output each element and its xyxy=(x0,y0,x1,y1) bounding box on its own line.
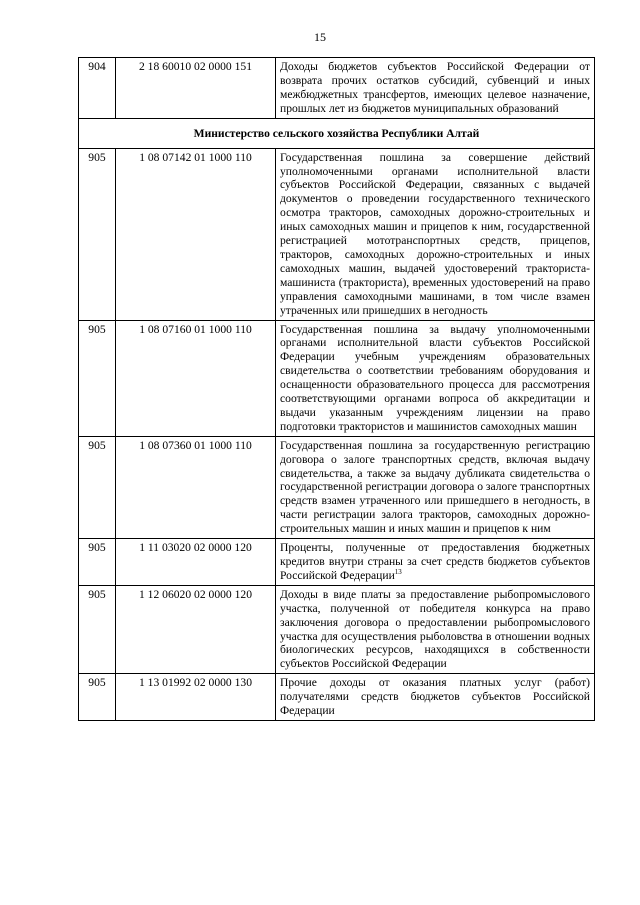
admin-code-cell: 905 xyxy=(79,148,116,320)
section-header-row xyxy=(79,118,595,148)
revenue-name-cell: Прочие доходы от оказания платных услуг (работ) получателями средств бюджетов субъектов Российской Федерации xyxy=(276,674,595,721)
revenue-name-cell xyxy=(276,539,595,586)
table-row xyxy=(79,585,595,673)
footnote-marker: 13 xyxy=(394,568,402,577)
budget-code-cell: 1 11 03020 02 0000 120 xyxy=(116,539,276,586)
revenue-name-text: Проценты, полученные от предоставления бюджетных кредитов внутри страны за счет средств бюджетов субъектов Российской Федерации xyxy=(280,541,590,582)
budget-code-cell: 1 08 07142 01 1000 110 xyxy=(116,148,276,320)
section-title: Министерство сельского хозяйства Республики Алтай xyxy=(79,118,595,148)
table-row xyxy=(79,436,595,538)
admin-code-cell: 905 xyxy=(79,585,116,673)
budget-code-cell: 1 12 06020 02 0000 120 xyxy=(116,585,276,673)
admin-code-cell: 904 xyxy=(79,58,116,119)
revenue-codes-table xyxy=(78,57,595,721)
table-row xyxy=(79,320,595,436)
table-row xyxy=(79,148,595,320)
budget-code-cell: 1 08 07360 01 1000 110 xyxy=(116,436,276,538)
revenue-name-cell: Государственная пошлина за выдачу уполномоченными органами исполнительной власти субъектов Российской Федерации учебным учреждениям образовательных свидетельства о соответствии требованиям оборудования и оснащенности образовательного процесса для рассмотрения соответствующими органами вопроса об аккредитации и выдачи указанным учреждениям лицензии на право подготовки трактористов и машинистов самоходных машин xyxy=(276,320,595,436)
revenue-name-cell: Доходы в виде платы за предоставление рыбопромыслового участка, полученной от победителя конкурса на право заключения договора о предоставлении рыбопромыслового участка для осуществления рыболовства в отношении водных биологических ресурсов, находящихся в собственности субъектов Российской Федерации xyxy=(276,585,595,673)
table-row xyxy=(79,58,595,119)
budget-code-cell: 2 18 60010 02 0000 151 xyxy=(116,58,276,119)
budget-code-cell: 1 13 01992 02 0000 130 xyxy=(116,674,276,721)
table-row xyxy=(79,539,595,586)
table-row xyxy=(79,674,595,721)
revenue-name-cell: Государственная пошлина за совершение действий уполномоченными органами исполнительной власти субъектов Российской Федерации, связанных с выдачей документов о проведении государственного технического осмотра тракторов, самоходных дорожно-строительных и иных самоходных машин и прицепов к ним, государственной регистрацией мототранспортных средств, прицепов, тракторов, самоходных дорожно-строительных и иных самоходных машин, выдачей удостоверений тракториста-машиниста (тракториста), временных удостоверений на право управления самоходными машинами, в том числе взамен утраченных или пришедших в негодность xyxy=(276,148,595,320)
budget-code-cell: 1 08 07160 01 1000 110 xyxy=(116,320,276,436)
revenue-name-cell: Государственная пошлина за государственную регистрацию договора о залоге транспортных средств, включая выдачу свидетельства, а также за выдачу дубликата свидетельства о государственной регистрации договора о залоге транспортных средств взамен утраченного или пришедшего в негодность, в части регистрации залога тракторов, самоходных дорожно-строительных машин и иных машин и прицепов к ним xyxy=(276,436,595,538)
admin-code-cell: 905 xyxy=(79,674,116,721)
revenue-name-cell: Доходы бюджетов субъектов Российской Федерации от возврата прочих остатков субсидий, субвенций и иных межбюджетных трансфертов, имеющих целевое назначение, прошлых лет из бюджетов муниципальных образований xyxy=(276,58,595,119)
page-number: 15 xyxy=(314,30,326,44)
admin-code-cell: 905 xyxy=(79,320,116,436)
admin-code-cell: 905 xyxy=(79,436,116,538)
admin-code-cell: 905 xyxy=(79,539,116,586)
